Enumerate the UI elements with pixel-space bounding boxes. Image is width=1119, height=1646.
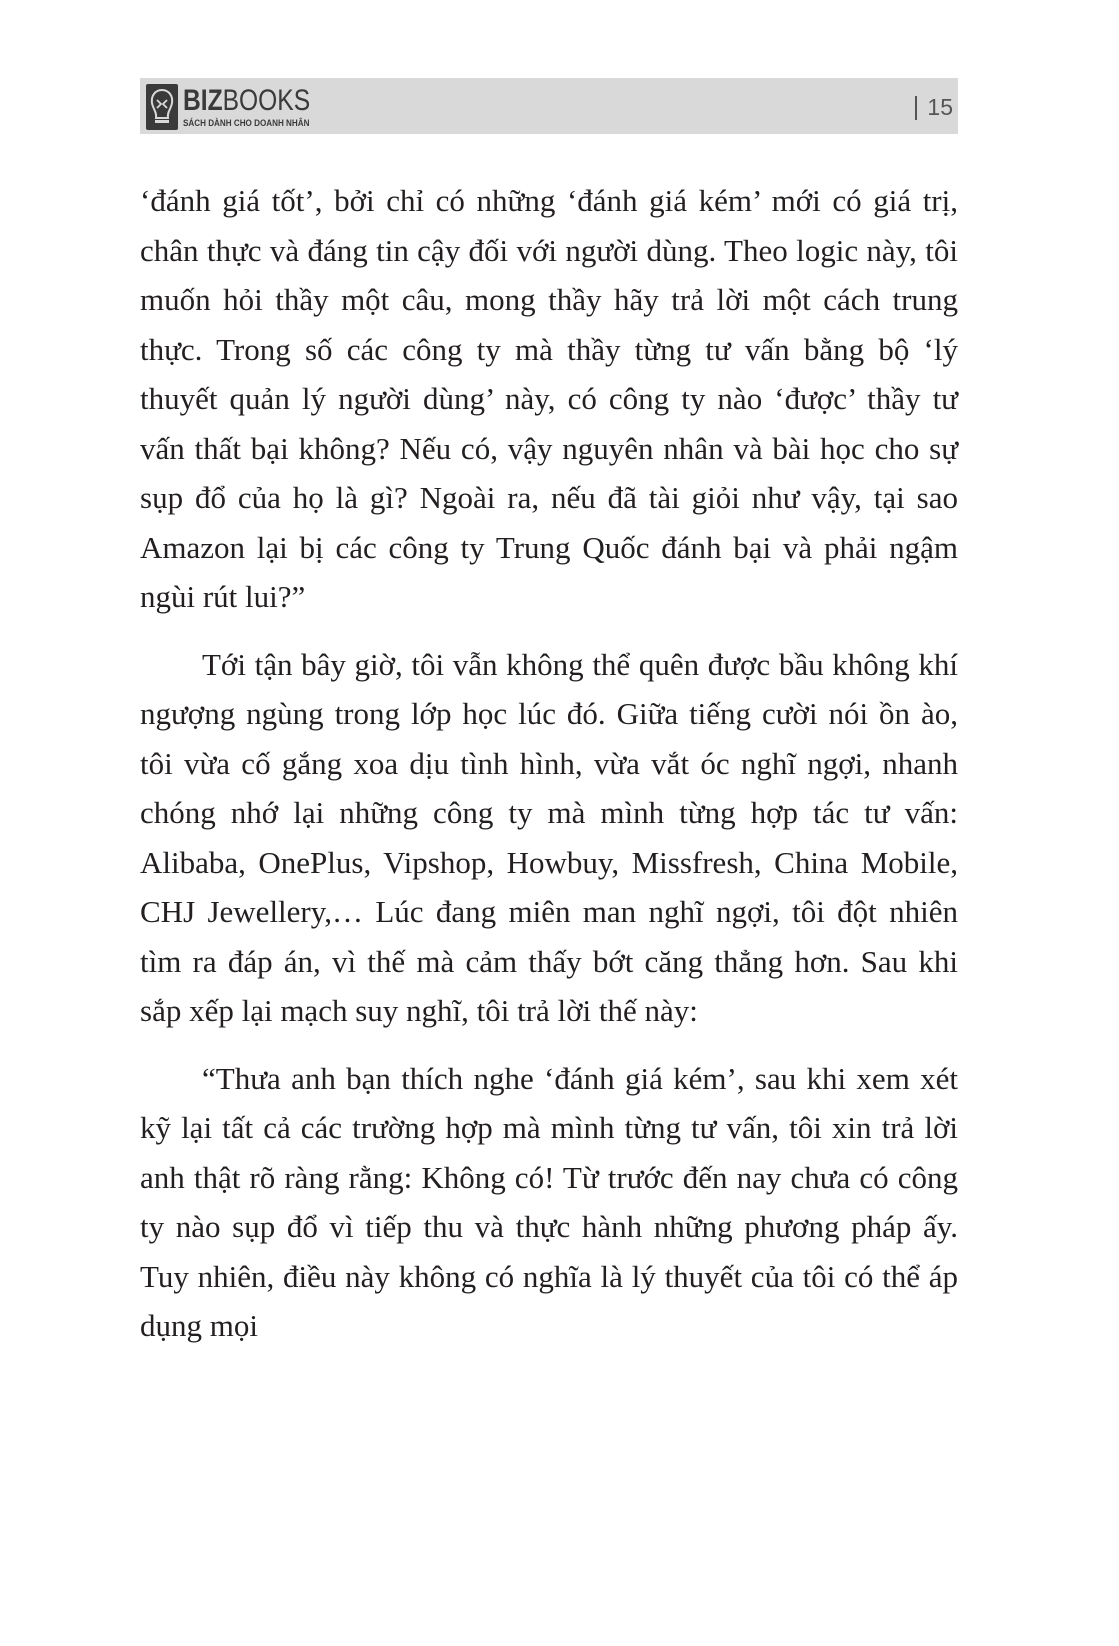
brand-name-bold: BIZ (183, 84, 223, 117)
paragraph-3: “Thưa anh bạn thích nghe ‘đánh giá kém’, sau khi xem xét kỹ lại tất cả các trường hợp mà mình từng tư vấn, tôi xin trả lời anh thật rõ ràng rằng: Không có! Từ trước đến nay chưa có công ty nào sụp đổ vì tiếp thu và thực hành những phương pháp ấy. Tuy nhiên, điều này không có nghĩa là lý thuyết của tôi có thể áp dụng mọi (140, 1060, 958, 1343)
bizbooks-emblem-icon (146, 84, 178, 130)
paragraph-2: Tới tận bây giờ, tôi vẫn không thể quên được bầu không khí ngượng ngùng trong lớp học lúc đó. Giữa tiếng cười nói ồn ào, tôi vừa cố gắng xoa dịu tình hình, vừa vắt óc nghĩ ngợi, nhanh chóng nhớ lại những công ty mà mình từng hợp tác tư vấn: Alibaba, OnePlus, Vipshop, Howbuy, Missfresh, China Mobile, CHJ Jewellery,… Lúc đang miên man nghĩ ngợi, tôi đột nhiên tìm ra đáp án, vì thế mà cảm thấy bớt căng thẳng hơn. Sau khi sắp xếp lại mạch suy nghĩ, tôi trả lời thế này: (140, 646, 958, 1028)
page-number (915, 94, 953, 121)
page-body (140, 176, 958, 1351)
page-number-divider (915, 96, 917, 120)
paragraph-1: ‘đánh giá tốt’, bởi chỉ có những ‘đánh giá kém’ mới có giá trị, chân thực và đáng tin cậy đối với người dùng. Theo logic này, tôi muốn hỏi thầy một câu, mong thầy hãy trả lời một cách trung thực. Trong số các công ty mà thầy từng tư vấn bằng bộ ‘lý thuyết quản lý người dùng’ này, có công ty nào ‘được’ thầy tư vấn thất bại không? Nếu có, vậy nguyên nhân và bài học cho sự sụp đổ của họ là gì? Ngoài ra, nếu đã tài giỏi như vậy, tại sao Amazon lại bị các công ty Trung Quốc đánh bại và phải ngậm ngùi rút lui?” (140, 183, 958, 614)
brand-tagline: SÁCH DÀNH CHO DOANH NHÂN (183, 118, 310, 128)
page-number-value: 15 (927, 94, 953, 120)
brand-name-light: BOOKS (222, 84, 311, 117)
bizbooks-logo (146, 82, 338, 132)
brand-name (183, 86, 310, 116)
